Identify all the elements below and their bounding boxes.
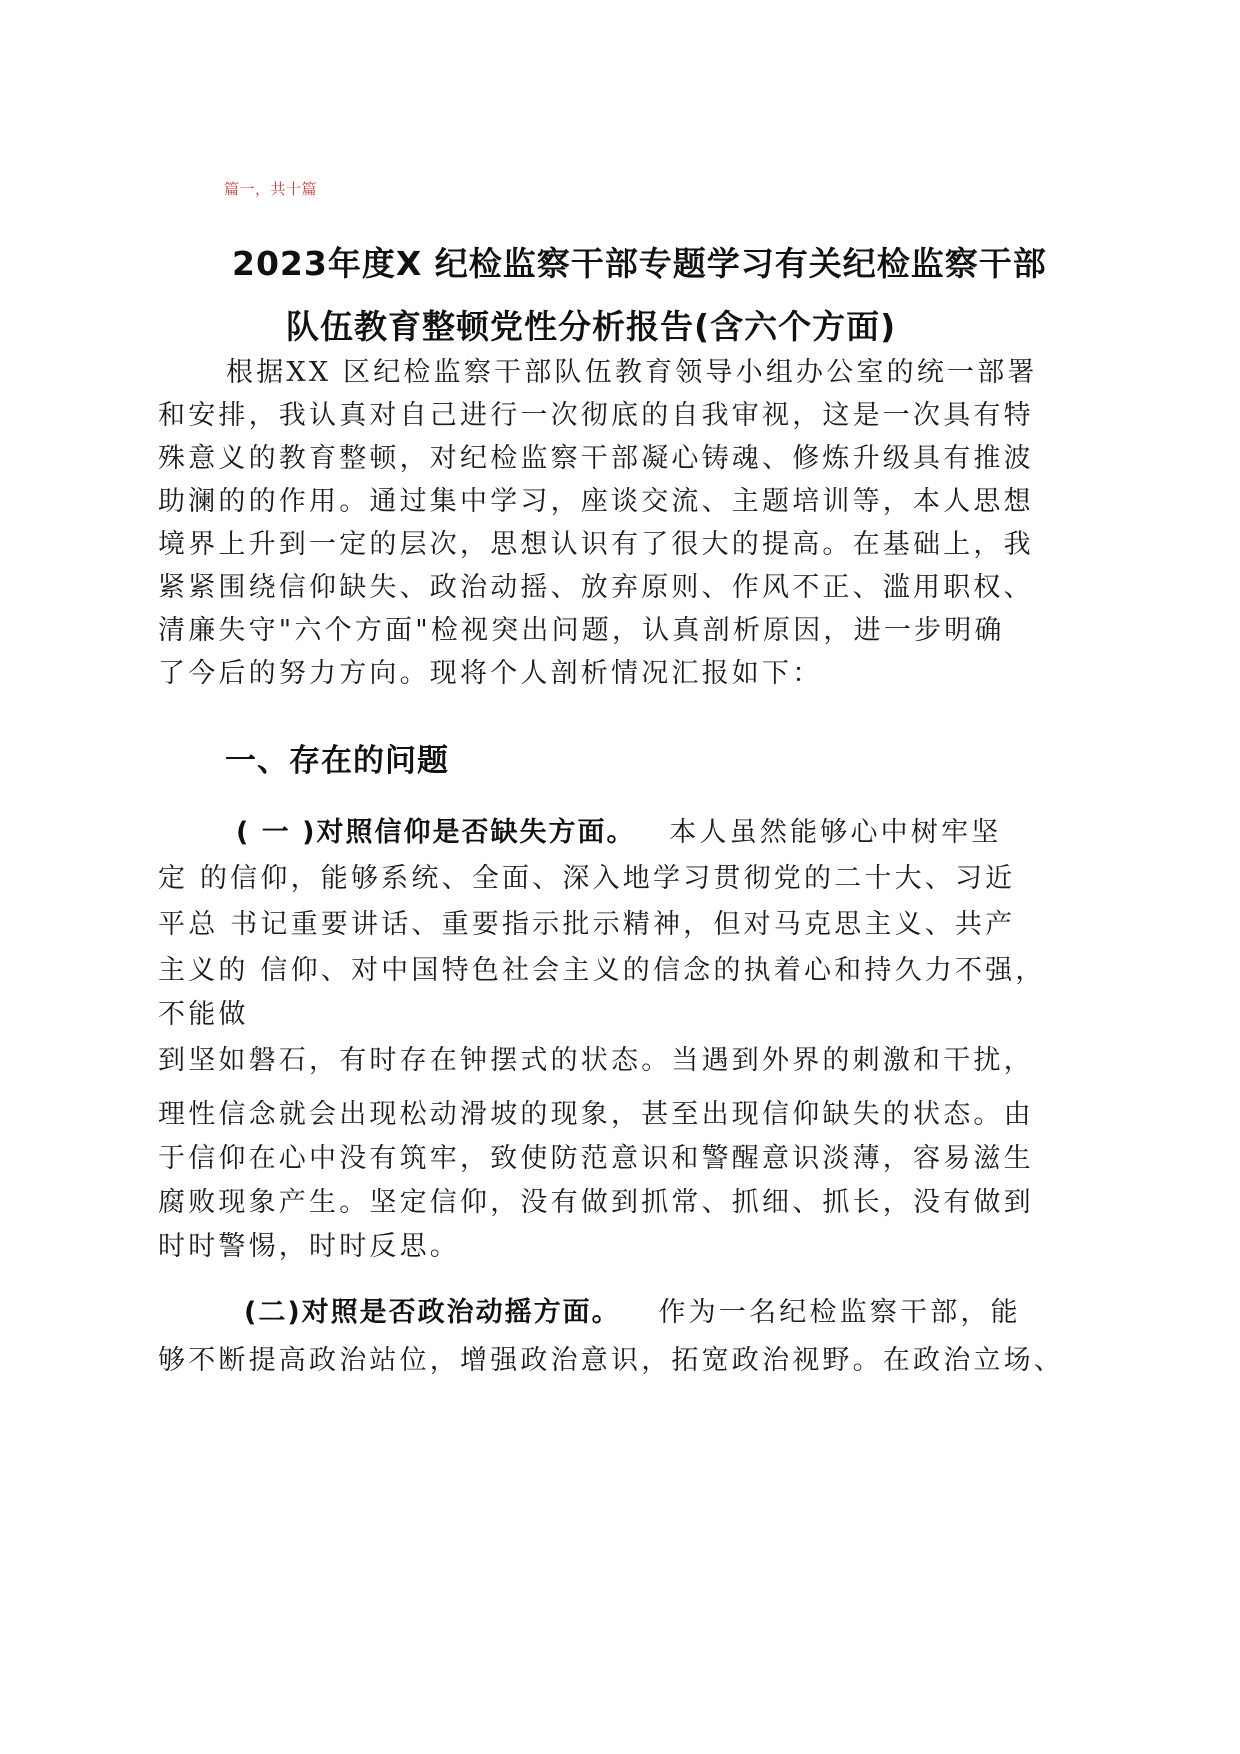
- intro-line: 殊意义的教育整顿，对纪检监察干部凝心铸魂、修炼升级具有推波: [158, 443, 1034, 474]
- section-heading: 一、存在的问题: [225, 743, 449, 779]
- intro-line: 紧紧围绕信仰缺失、政治动摇、放弃原则、作风不正、滥用职权、: [158, 572, 1034, 603]
- subsection-1-heading: ( 一 )对照信仰是否缺失方面。: [236, 817, 636, 848]
- subsection-1-lead-text: 本人虽然能够心中树牢坚: [669, 817, 1002, 848]
- body-line: 不能做: [158, 999, 249, 1030]
- body-line: 平总 书记重要讲话、重要指示批示精神，但对马克思主义、共产: [158, 909, 1016, 940]
- subsection-1-first-line: [236, 810, 1001, 849]
- body-line: 于信仰在心中没有筑牢，致使防范意识和警醒意识淡薄，容易滋生: [158, 1143, 1034, 1174]
- body-line: 够不断提高政治站位，增强政治意识，拓宽政治视野。在政治立场、: [158, 1345, 1064, 1376]
- body-line: 到坚如磐石，有时存在钟摆式的状态。当遇到外界的刺激和干扰，: [158, 1045, 1034, 1076]
- subsection-2-heading: (二)对照是否政治动摇方面。: [244, 1297, 621, 1328]
- intro-line: 境界上升到一定的层次，思想认识有了很大的提高。在基础上，我: [158, 529, 1034, 560]
- intro-line: 清廉失守"六个方面"检视突出问题，认真剖析原因，进一步明确: [158, 615, 1005, 646]
- body-line: 理性信念就会出现松动滑坡的现象，甚至出现信仰缺失的状态。由: [158, 1099, 1034, 1130]
- intro-line: 和安排，我认真对自己进行一次彻底的自我审视，这是一次具有特: [158, 400, 1034, 431]
- intro-line: 助澜的的作用。通过集中学习，座谈交流、主题培训等，本人思想: [158, 486, 1034, 517]
- title-line-1: 2023年度X 纪检监察干部专题学习有关纪检监察干部: [232, 244, 1047, 283]
- series-label: 篇一，共十篇: [224, 180, 318, 198]
- title-line-2: 队伍教育整顿党性分析报告(含六个方面): [286, 307, 897, 346]
- subsection-2-first-line: [244, 1290, 1021, 1329]
- body-line: 定 的信仰，能够系统、全面、深入地学习贯彻党的二十大、习近: [158, 863, 1016, 894]
- body-line: 时时警惕，时时反思。: [158, 1231, 460, 1262]
- subsection-2-lead-text: 作为一名纪检监察干部，能: [658, 1297, 1021, 1328]
- body-line: 腐败现象产生。坚定信仰，没有做到抓常、抓细、抓长，没有做到: [158, 1187, 1034, 1218]
- intro-line: 了今后的努力方向。现将个人剖析情况汇报如下：: [158, 658, 823, 689]
- body-line: 主义的 信仰、对中国特色社会主义的信念的执着心和持久力不强，: [158, 955, 1046, 986]
- intro-line: 根据XX 区纪检监察干部队伍教育领导小组办公室的统一部署: [226, 357, 1038, 388]
